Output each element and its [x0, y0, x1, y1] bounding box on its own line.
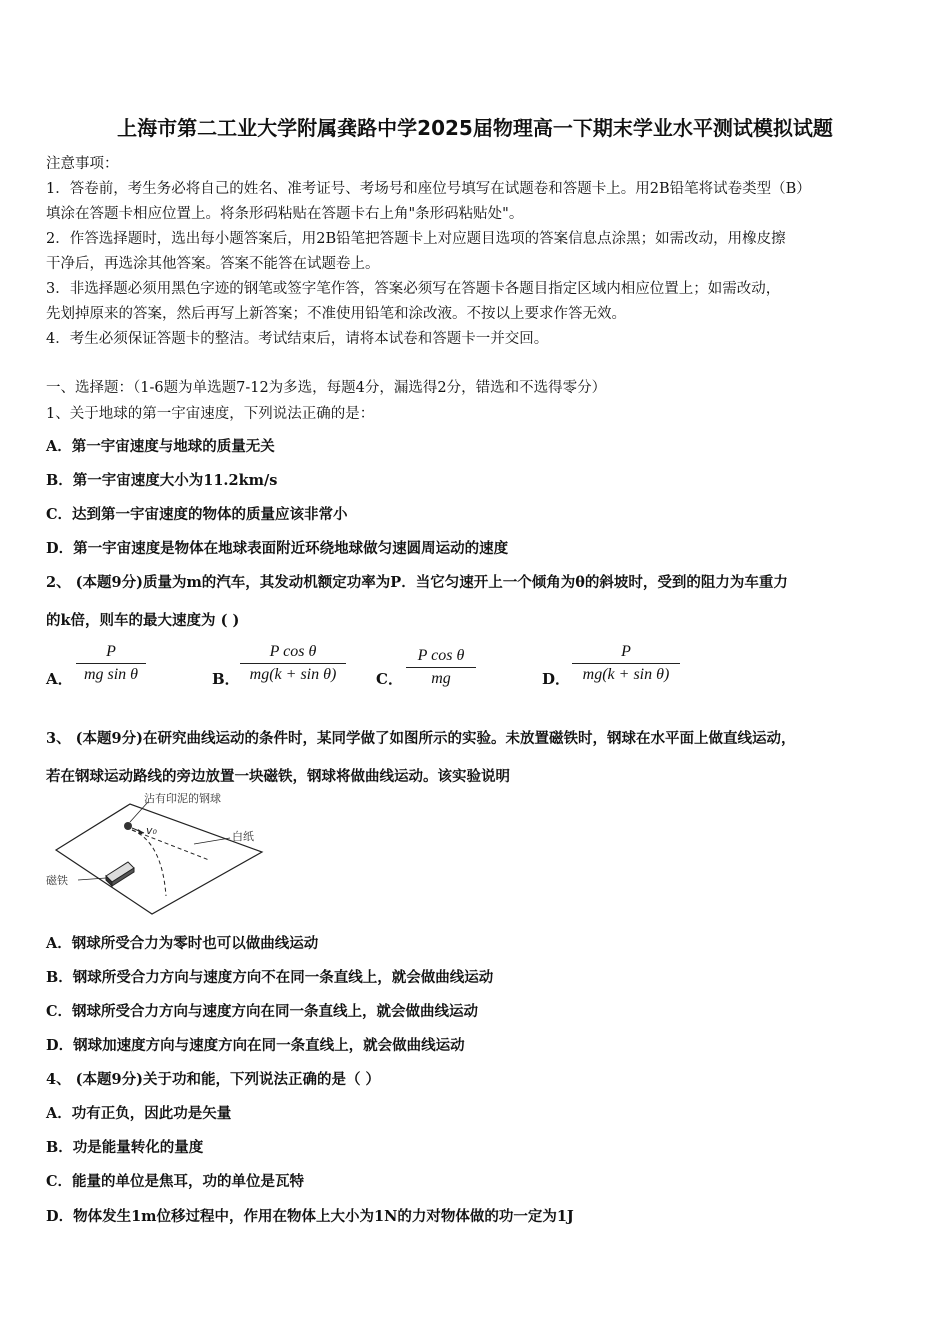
ball-label: 沾有印泥的钢球: [144, 792, 221, 805]
section-heading: 一、选择题：（1-6题为单选题7-12为多选，每题4分，漏选得2分，错选和不选得零分）: [46, 380, 607, 396]
notice-line: 干净后，再选涂其他答案。答案不能答在试题卷上。: [46, 256, 380, 272]
q3-option-a: A．钢球所受合力为零时也可以做曲线运动: [46, 935, 319, 952]
notice-line: 3．非选择题必须用黑色字迹的钢笔或签字笔作答，答案必须写在答题卡各题目指定区域内相应位置上；如需改动，: [46, 281, 781, 297]
paper-leader-line: [194, 838, 230, 844]
q1-option-b: B．第一宇宙速度大小为11.2km/s: [46, 472, 278, 489]
notice-line: 1．答卷前，考生务必将自己的姓名、准考证号、考场号和座位号填写在试题卷和答题卡上。用2B铅笔将试卷类型（B）: [46, 181, 811, 197]
q2-fraction-a: [76, 643, 146, 684]
numerator: P cos θ: [417, 647, 465, 664]
exam-title: 上海市第二工业大学附属龚路中学2025届物理高一下期末学业水平测试模拟试题: [117, 116, 833, 140]
curved-path: [132, 830, 166, 896]
q1-option-c: C．达到第一宇宙速度的物体的质量应该非常小: [46, 506, 348, 523]
notice-line: 先划掉原来的答案，然后再写上新答案；不准使用铅笔和涂改液。不按以上要求作答无效。: [46, 306, 626, 322]
experiment-figure: [44, 788, 284, 920]
q3-option-d: D．钢球加速度方向与速度方向在同一条直线上，就会做曲线运动: [46, 1037, 465, 1054]
magnet-leader-line: [78, 878, 106, 880]
denominator: mg(k + sin θ): [249, 666, 337, 683]
q2-label-b: B．: [212, 670, 240, 688]
q4-stem: 4、 (本题9分)关于功和能，下列说法正确的是（ ）: [46, 1071, 380, 1088]
notice-heading: 注意事项：: [46, 156, 119, 172]
q2-fraction-c: [406, 647, 476, 688]
numerator: P cos θ: [269, 643, 317, 660]
steel-ball-icon: [124, 822, 132, 830]
q3-option-c: C．钢球所受合力方向与速度方向在同一条直线上，就会做曲线运动: [46, 1003, 479, 1020]
q2-stem-line2: 的k倍，则车的最大速度为 ( ): [46, 612, 240, 629]
magnet-icon: [106, 862, 134, 886]
q4-option-a: A．功有正负，因此功是矢量: [46, 1105, 232, 1122]
q4-option-b: B．功是能量转化的量度: [46, 1139, 204, 1156]
q3-option-b: B．钢球所受合力方向与速度方向不在同一条直线上，就会做曲线运动: [46, 969, 494, 986]
white-paper-sheet: [56, 804, 262, 914]
q2-fraction-d: [572, 643, 680, 684]
q2-label-a: A．: [46, 670, 73, 688]
q2-stem-line1: 2、 (本题9分)质量为m的汽车，其发动机额定功率为P．当它匀速开上一个倾角为θ的斜坡时，受到的阻力为车重力: [46, 574, 788, 591]
q2-label-d: D．: [542, 670, 571, 688]
paper-label: 白纸: [232, 830, 254, 843]
denominator: mg: [431, 670, 451, 687]
q2-fraction-b: [240, 643, 346, 684]
numerator: P: [106, 643, 116, 660]
notice-line: 填涂在答题卡相应位置上。将条形码粘贴在答题卡右上角"条形码粘贴处"。: [46, 206, 524, 222]
q4-option-d: D．物体发生1m位移过程中，作用在物体上大小为1N的力对物体做的功一定为1J: [46, 1208, 574, 1225]
q1-option-a: A．第一宇宙速度与地球的质量无关: [46, 438, 275, 455]
notice-line: 4．考生必须保证答题卡的整洁。考试结束后，请将本试卷和答题卡一并交回。: [46, 331, 549, 347]
q4-option-c: C．能量的单位是焦耳，功的单位是瓦特: [46, 1173, 305, 1190]
velocity-label: v₀: [146, 824, 157, 837]
q1-option-d: D．第一宇宙速度是物体在地球表面附近环绕地球做匀速圆周运动的速度: [46, 540, 509, 557]
straight-path: [132, 830, 209, 860]
numerator: P: [621, 643, 631, 660]
q3-stem-line2: 若在钢球运动路线的旁边放置一块磁铁，钢球将做曲线运动。该实验说明: [46, 768, 510, 785]
q3-stem-line1: 3、 (本题9分)在研究曲线运动的条件时，某同学做了如图所示的实验。未放置磁铁时，钢球在水平面上做直线运动，: [46, 730, 796, 747]
magnet-label: 磁铁: [46, 874, 68, 887]
q1-stem: 1、关于地球的第一宇宙速度，下列说法正确的是：: [46, 406, 375, 422]
notice-line: 2．作答选择题时，选出每小题答案后，用2B铅笔把答题卡上对应题目选项的答案信息点涂黑；如需改动，用橡皮擦: [46, 231, 786, 247]
q2-label-c: C．: [376, 670, 403, 688]
denominator: mg sin θ: [83, 666, 139, 683]
denominator: mg(k + sin θ): [582, 666, 670, 683]
